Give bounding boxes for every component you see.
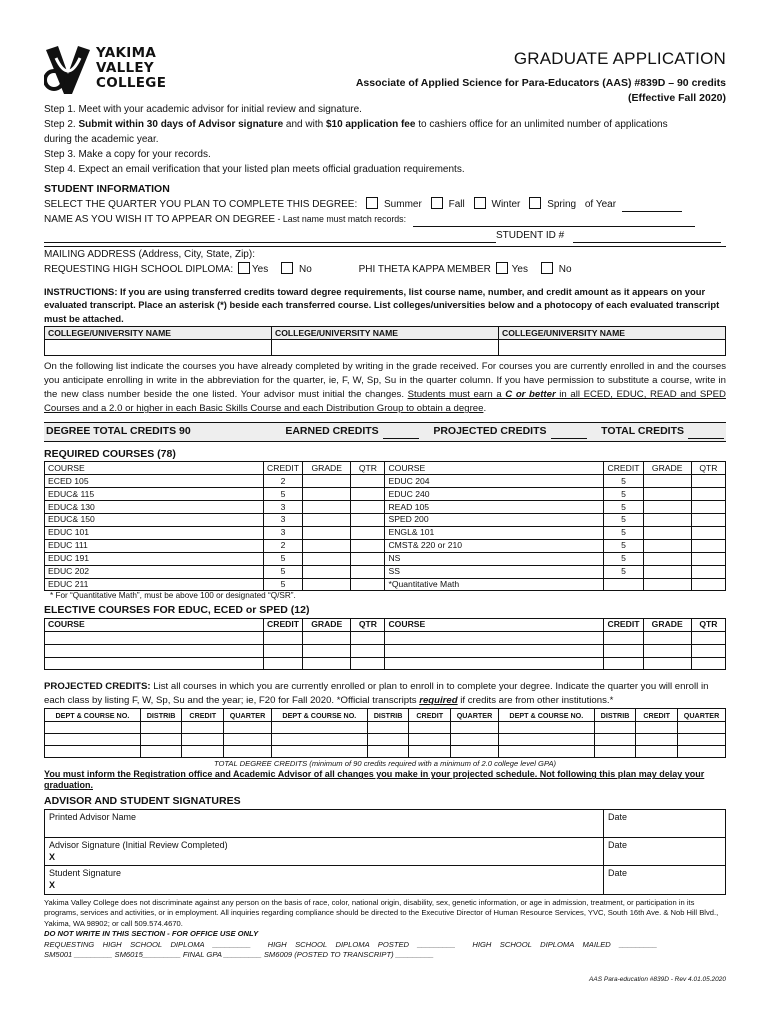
table-row [45, 514, 726, 527]
projected-input-cell[interactable] [271, 734, 367, 746]
course-cell: EDUC& 150 [45, 514, 264, 527]
summer-label: Summer [384, 198, 422, 210]
col-qtr-right: QTR [691, 462, 725, 475]
credit-totals-bar [44, 422, 726, 442]
step-2-continued: during the academic year. [44, 134, 159, 145]
elective-input-cell[interactable] [45, 631, 264, 644]
credit-cell: 5 [263, 488, 302, 501]
office-use-heading: DO NOT WRITE IN THIS SECTION - FOR OFFICE USE ONLY [44, 929, 259, 939]
degree-name-field-2[interactable] [44, 231, 496, 243]
projected-input-cell[interactable] [451, 746, 499, 758]
degree-name-label: NAME AS YOU WISH IT TO APPEAR ON DEGREE [44, 213, 275, 225]
projected-label: PROJECTED CREDITS [433, 425, 547, 438]
projected-input-cell[interactable] [45, 746, 141, 758]
grade-input[interactable] [643, 578, 691, 591]
projected-input-cell[interactable] [367, 734, 409, 746]
logo-line-1: YAKIMA [96, 45, 157, 61]
elective-input-cell[interactable] [303, 631, 351, 644]
student-signature-field[interactable] [45, 866, 604, 894]
office-row-1: REQUESTING HIGH SCHOOL DIPLOMA _________ HIGH SCHOOL DIPLOMA POSTED _________ HIGH SCHOOL DIPLOMA MAILED _________ [44, 939, 658, 949]
elec-col-qtr-left: QTR [351, 618, 385, 631]
col-grade-right: GRADE [643, 462, 691, 475]
grade-instructions [44, 360, 726, 416]
nondiscrimination-statement: Yakima Valley College does not discriminate against any person on the basis of race, color, national origin, disability, sex, genetic information, or age in admission, treatment, or participation in its programs, services and activities, or in employment. All inquiries regarding compliance should be directed to the Executive Director of Human Resource Services, YVC, South 16th Ave. & Nob Hill Blvd., Yakima, WA 98902; or call 509.574.4670. [44, 897, 719, 928]
step-1: Step 1. Meet with your academic advisor for initial review and signature. [44, 104, 362, 115]
credit-cell: 3 [263, 501, 302, 514]
course-cell: EDUC& 115 [45, 488, 264, 501]
credit-cell: 5 [604, 475, 643, 488]
projected-input-cell[interactable] [409, 722, 451, 734]
projected-label-bold: PROJECTED CREDITS: [44, 681, 151, 693]
elective-input-cell[interactable] [351, 631, 385, 644]
required-courses-table [44, 461, 726, 591]
fall-label: Fall [448, 198, 465, 210]
college-logo [44, 44, 174, 98]
elective-input-cell[interactable] [385, 644, 604, 657]
credit-cell: 2 [263, 539, 302, 552]
course-cell: *Quantitative Math [385, 578, 604, 591]
projected-input-cell[interactable] [498, 734, 594, 746]
col-course-right: COURSE [385, 462, 604, 475]
projected-input-cell[interactable] [182, 746, 224, 758]
header [44, 40, 726, 105]
quarter-select-row [44, 197, 726, 212]
student-id-label: STUDENT ID # [496, 229, 565, 241]
year-label: of Year [584, 198, 617, 210]
col-grade-left: GRADE [303, 462, 351, 475]
course-cell: NS [385, 552, 604, 565]
grade-underline-2: C or better [505, 389, 556, 401]
projected-input-cell[interactable] [498, 746, 594, 758]
projected-col-header: DEPT & COURSE NO. [498, 709, 594, 722]
total-field[interactable] [688, 427, 724, 439]
student-id-row [44, 228, 726, 243]
projected-required: required [419, 695, 458, 707]
projected-field[interactable] [551, 427, 587, 439]
instructions-text: If you are using transferred credits toward degree requirements, list course name, number, and credit amount as it appears on your evaluated transcript. Place an asterisk (*) beside each transferred course. List colleges/universities below and a photocopy of each evaluated transcript must be attached. [44, 285, 720, 324]
projected-group [433, 425, 586, 439]
elective-input-cell[interactable] [45, 657, 264, 670]
total-degree-note: TOTAL DEGREE CREDITS (minimum of 90 credits required with a minimum of 2.0 college level GPA) [213, 759, 557, 769]
elective-input-cell[interactable] [303, 644, 351, 657]
degree-name-row [44, 212, 726, 227]
projected-text-2: if credits are from other institutions.* [457, 695, 614, 707]
elective-heading: ELECTIVE COURSES FOR EDUC, ECED or SPED (12) [44, 604, 310, 617]
advisor-sig-x: X [49, 851, 56, 862]
student-sig-label: Student Signature [49, 868, 122, 879]
winter-label: Winter [491, 198, 521, 210]
projected-col-header: QUARTER [678, 709, 726, 722]
col-credit-right: CREDIT [604, 462, 643, 475]
year-field[interactable] [622, 200, 682, 212]
diploma-row [44, 262, 726, 277]
projected-input-cell[interactable] [45, 722, 141, 734]
qtr-input[interactable] [691, 514, 725, 527]
step-4: Step 4. Expect an email verification that your listed plan meets official graduation requirements. [44, 164, 465, 175]
qtr-input[interactable] [691, 488, 725, 501]
elective-input-cell[interactable] [351, 657, 385, 670]
credit-cell: 5 [604, 539, 643, 552]
course-cell: SPED 200 [385, 514, 604, 527]
table-row [45, 657, 726, 670]
college-input-3[interactable] [499, 340, 726, 356]
grade-text: On the following list indicate the courses you have already completed by writing in the grade received. For courses you are currently enrolled in and the courses you anticipate enrolling in write in the abbreviation for the quarter, ie, F, W, Sp, Su in the quarter column. If you have permission to substitute a course, write in the new class number beside the one listed. Your advisor must initial the changes. [44, 361, 726, 401]
qtr-input[interactable] [691, 539, 725, 552]
office-row-2: SM5001 _________ SM6015_________ FINAL GPA _________ SM6009 (POSTED TO TRANSCRIPT) _________ [44, 950, 434, 960]
logo-line-3: COLLEGE [96, 75, 167, 91]
logo-line-2: VALLEY [96, 60, 154, 76]
grade-input[interactable] [303, 475, 351, 488]
elective-input-cell[interactable] [385, 631, 604, 644]
signatures-table [44, 809, 726, 895]
step-3: Step 3. Make a copy for your records. [44, 149, 211, 160]
projected-col-header: DISTRIB [367, 709, 409, 722]
projected-header-row [45, 709, 726, 722]
projected-input-cell[interactable] [45, 734, 141, 746]
hs-diploma-yes-checkbox[interactable] [238, 262, 250, 274]
qtr-input[interactable] [351, 475, 385, 488]
printed-date-field[interactable]: Date [604, 809, 726, 837]
logo-wordmark [96, 46, 166, 91]
elective-input-cell[interactable] [45, 644, 264, 657]
projected-input-cell[interactable] [224, 746, 272, 758]
grade-input[interactable] [643, 501, 691, 514]
revision-note: AAS Para-education #839D - Rev 4.01.05.2020 [589, 975, 726, 983]
elective-input-cell[interactable] [303, 657, 351, 670]
elective-input-cell[interactable] [604, 644, 643, 657]
elective-input-cell[interactable] [263, 644, 302, 657]
table-row [45, 734, 726, 746]
elective-input-cell[interactable] [643, 631, 691, 644]
grade-end: . [483, 403, 487, 415]
projected-col-header: CREDIT [409, 709, 451, 722]
projected-input-cell[interactable] [409, 746, 451, 758]
grade-input[interactable] [643, 552, 691, 565]
projected-courses-table [44, 708, 726, 758]
table-row [45, 488, 726, 501]
course-cell: EDUC 191 [45, 552, 264, 565]
student-date-field[interactable]: Date [604, 866, 726, 894]
projected-text-1: List all courses in which you are currently enrolled or plan to enroll in to complete your degree. Indicate the quarter you will enroll in each class by listing F, W, Sp, Su and the year; ie, F20 for Fall 2020. *Official transcripts [44, 681, 709, 707]
credit-cell: 3 [263, 514, 302, 527]
course-cell: EDUC 101 [45, 526, 264, 539]
projected-col-header: CREDIT [182, 709, 224, 722]
course-cell: EDUC 111 [45, 539, 264, 552]
advisor-signature-field[interactable] [45, 837, 604, 865]
table-row [45, 526, 726, 539]
signatures-heading: ADVISOR AND STUDENT SIGNATURES [44, 795, 241, 808]
application-page [44, 40, 726, 985]
elective-input-cell[interactable] [351, 644, 385, 657]
col-qtr-left: QTR [351, 462, 385, 475]
grade-input[interactable] [303, 488, 351, 501]
step-2 [44, 117, 726, 132]
earned-group [285, 425, 418, 439]
college-input-2[interactable] [272, 340, 499, 356]
college-col-1: COLLEGE/UNIVERSITY NAME [45, 327, 272, 340]
grade-input[interactable] [643, 488, 691, 501]
elective-input-cell[interactable] [385, 657, 604, 670]
qtr-input[interactable] [691, 475, 725, 488]
elective-header-row [45, 618, 726, 631]
hs-diploma-no-checkbox[interactable] [281, 262, 293, 274]
course-cell: EDUC 211 [45, 578, 264, 591]
projected-instructions [44, 680, 726, 708]
course-cell: SS [385, 565, 604, 578]
program-subtitle: Associate of Applied Science for Para-Educators (AAS) #839D – 90 credits [355, 77, 726, 90]
earned-field[interactable] [383, 427, 419, 439]
instructions [44, 285, 726, 326]
grade-input[interactable] [303, 578, 351, 591]
quarter-label: SELECT THE QUARTER YOU PLAN TO COMPLETE THIS DEGREE: [44, 198, 358, 210]
table-row [45, 552, 726, 565]
qtr-input[interactable] [691, 565, 725, 578]
table-row [45, 539, 726, 552]
credit-cell: 2 [263, 475, 302, 488]
table-row [45, 578, 726, 591]
credit-cell: 5 [604, 501, 643, 514]
projected-input-cell[interactable] [224, 722, 272, 734]
qtr-input[interactable] [351, 488, 385, 501]
spring-checkbox[interactable] [529, 197, 541, 209]
effective-date: (Effective Fall 2020) [627, 92, 726, 105]
projected-col-header: CREDIT [636, 709, 678, 722]
projected-col-header: DEPT & COURSE NO. [271, 709, 367, 722]
projected-input-cell[interactable] [271, 722, 367, 734]
hs-diploma-label: REQUESTING HIGH SCHOOL DIPLOMA: [44, 263, 234, 275]
qtr-input[interactable] [691, 552, 725, 565]
table-row [45, 475, 726, 488]
projected-input-cell[interactable] [140, 722, 182, 734]
projected-input-cell[interactable] [594, 746, 636, 758]
qtr-input[interactable] [691, 578, 725, 591]
step-2-rest: to cashiers office for an unlimited number of applications [415, 119, 668, 130]
projected-col-header: DISTRIB [594, 709, 636, 722]
hs-no-label: No [299, 263, 312, 275]
projected-col-header: QUARTER [224, 709, 272, 722]
qtr-input[interactable] [351, 526, 385, 539]
table-row [45, 722, 726, 734]
grade-input[interactable] [643, 539, 691, 552]
table-row [45, 631, 726, 644]
table-row [45, 644, 726, 657]
projected-input-cell[interactable] [498, 722, 594, 734]
fall-checkbox[interactable] [431, 197, 443, 209]
mailing-row: MAILING ADDRESS (Address, City, State, Zip): [44, 246, 726, 262]
elective-input-cell[interactable] [691, 644, 725, 657]
table-row [45, 565, 726, 578]
course-cell: EDUC 202 [45, 565, 264, 578]
elective-input-cell[interactable] [263, 631, 302, 644]
elective-input-cell[interactable] [604, 657, 643, 670]
qtr-input[interactable] [351, 539, 385, 552]
qtr-input[interactable] [351, 578, 385, 591]
grade-input[interactable] [643, 475, 691, 488]
printed-advisor-field[interactable]: Printed Advisor Name [45, 809, 604, 837]
grade-input[interactable] [303, 514, 351, 527]
elective-input-cell[interactable] [643, 644, 691, 657]
projected-input-cell[interactable] [367, 722, 409, 734]
total-label: TOTAL CREDITS [601, 425, 684, 438]
course-cell: EDUC& 130 [45, 501, 264, 514]
grade-input[interactable] [303, 552, 351, 565]
projected-col-header: DEPT & COURSE NO. [45, 709, 141, 722]
elective-input-cell[interactable] [691, 631, 725, 644]
qtr-input[interactable] [691, 526, 725, 539]
projected-input-cell[interactable] [451, 734, 499, 746]
page-title: GRADUATE APPLICATION [513, 49, 726, 68]
credit-cell: 5 [263, 552, 302, 565]
ptk-yes-checkbox[interactable] [496, 262, 508, 274]
total-group [601, 425, 724, 439]
projected-input-cell[interactable] [678, 722, 726, 734]
step-2-prefix: Step 2. [44, 119, 79, 130]
grade-input[interactable] [643, 514, 691, 527]
projected-input-cell[interactable] [594, 722, 636, 734]
credit-cell: 5 [604, 488, 643, 501]
course-cell: EDUC 240 [385, 488, 604, 501]
qtr-input[interactable] [351, 514, 385, 527]
instructions-label: INSTRUCTIONS: [44, 285, 118, 297]
elec-col-credit-right: CREDIT [604, 618, 643, 631]
elec-col-credit-left: CREDIT [263, 618, 302, 631]
credit-cell: 5 [263, 565, 302, 578]
student-info-heading: STUDENT INFORMATION [44, 183, 170, 195]
grade-input[interactable] [303, 526, 351, 539]
table-row [45, 501, 726, 514]
grade-input[interactable] [303, 501, 351, 514]
projected-input-cell[interactable] [182, 722, 224, 734]
projected-input-cell[interactable] [224, 734, 272, 746]
elec-col-grade-right: GRADE [643, 618, 691, 631]
required-header-row [45, 462, 726, 475]
projected-input-cell[interactable] [636, 734, 678, 746]
course-cell: READ 105 [385, 501, 604, 514]
steps [44, 102, 726, 177]
colleges-table [44, 326, 726, 356]
elec-col-course-right: COURSE [385, 618, 604, 631]
advisor-date-field[interactable]: Date [604, 837, 726, 865]
projected-input-cell[interactable] [271, 746, 367, 758]
projected-col-header: DISTRIB [140, 709, 182, 722]
credit-cell: 5 [604, 552, 643, 565]
col-credit-left: CREDIT [263, 462, 302, 475]
required-heading: REQUIRED COURSES (78) [44, 447, 176, 460]
table-row [45, 746, 726, 758]
earned-label: EARNED CREDITS [285, 425, 379, 438]
student-sig-x: X [49, 879, 56, 890]
projected-input-cell[interactable] [636, 722, 678, 734]
ptk-yes-label: Yes [511, 263, 528, 275]
step-2-mid: and with [283, 119, 326, 130]
spring-label: Spring [547, 198, 577, 210]
qtr-input[interactable] [351, 501, 385, 514]
elective-courses-table [44, 618, 726, 671]
elective-input-cell[interactable] [263, 657, 302, 670]
grade-input[interactable] [303, 539, 351, 552]
ptk-no-checkbox[interactable] [541, 262, 553, 274]
projected-input-cell[interactable] [594, 734, 636, 746]
elective-input-cell[interactable] [643, 657, 691, 670]
inform-note: You must inform the Registration office and Academic Advisor of all changes you make in your projected schedule. Not following this plan may delay your graduation. [44, 769, 705, 791]
summer-checkbox[interactable] [366, 197, 378, 209]
grade-input[interactable] [303, 565, 351, 578]
step-2-fee: $10 application fee [325, 119, 416, 130]
credit-cell: 5 [604, 514, 643, 527]
elec-col-grade-left: GRADE [303, 618, 351, 631]
quant-math-note: * For “Quantitative Math”, must be above 100 or designated “Q/SR”. [50, 591, 296, 601]
projected-input-cell[interactable] [678, 734, 726, 746]
projected-input-cell[interactable] [367, 746, 409, 758]
credit-cell [604, 578, 643, 591]
qtr-input[interactable] [691, 501, 725, 514]
course-cell: CMST& 220 or 210 [385, 539, 604, 552]
projected-input-cell[interactable] [182, 734, 224, 746]
winter-checkbox[interactable] [474, 197, 486, 209]
qtr-input[interactable] [351, 552, 385, 565]
degree-name-note: - Last name must match records: [275, 213, 407, 224]
elective-input-cell[interactable] [691, 657, 725, 670]
credit-cell: 5 [604, 526, 643, 539]
grade-input[interactable] [643, 526, 691, 539]
college-col-2: COLLEGE/UNIVERSITY NAME [272, 327, 499, 340]
elec-col-course-left: COURSE [45, 618, 264, 631]
elective-input-cell[interactable] [604, 631, 643, 644]
college-input-1[interactable] [45, 340, 272, 356]
grade-underline-1: Students must earn a [407, 389, 506, 401]
course-cell: EDUC 204 [385, 475, 604, 488]
projected-input-cell[interactable] [678, 746, 726, 758]
advisor-sig-label: Advisor Signature (Initial Review Completed) [49, 839, 228, 850]
college-col-3: COLLEGE/UNIVERSITY NAME [499, 327, 726, 340]
degree-name-field[interactable] [413, 215, 695, 227]
hs-yes-label: Yes [251, 263, 269, 275]
degree-total-label: DEGREE TOTAL CREDITS 90 [46, 425, 191, 438]
course-cell: ECED 105 [45, 475, 264, 488]
ptk-label: PHI THETA KAPPA MEMBER [358, 263, 491, 275]
step-2-bold-1: Submit within 30 days of Advisor signature [78, 119, 284, 130]
projected-input-cell[interactable] [140, 734, 182, 746]
elec-col-qtr-right: QTR [691, 618, 725, 631]
projected-input-cell[interactable] [409, 734, 451, 746]
grade-input[interactable] [643, 565, 691, 578]
projected-input-cell[interactable] [636, 746, 678, 758]
title-block [356, 48, 726, 106]
projected-input-cell[interactable] [451, 722, 499, 734]
student-id-field[interactable] [573, 231, 721, 243]
projected-input-cell[interactable] [140, 746, 182, 758]
grade-underline-3: in all ECED, EDUC, READ and SPED Courses and a 2.0 or higher in each Basic Skills Course and each Distribution Group to obtain a degree [44, 389, 726, 415]
qtr-input[interactable] [351, 565, 385, 578]
credit-cell: 5 [604, 565, 643, 578]
credit-cell: 5 [263, 578, 302, 591]
course-cell: ENGL& 101 [385, 526, 604, 539]
projected-col-header: QUARTER [451, 709, 499, 722]
col-course-left: COURSE [45, 462, 264, 475]
yvc-logo-mark-icon [44, 44, 92, 98]
ptk-no-label: No [558, 263, 572, 275]
credit-cell: 3 [263, 526, 302, 539]
